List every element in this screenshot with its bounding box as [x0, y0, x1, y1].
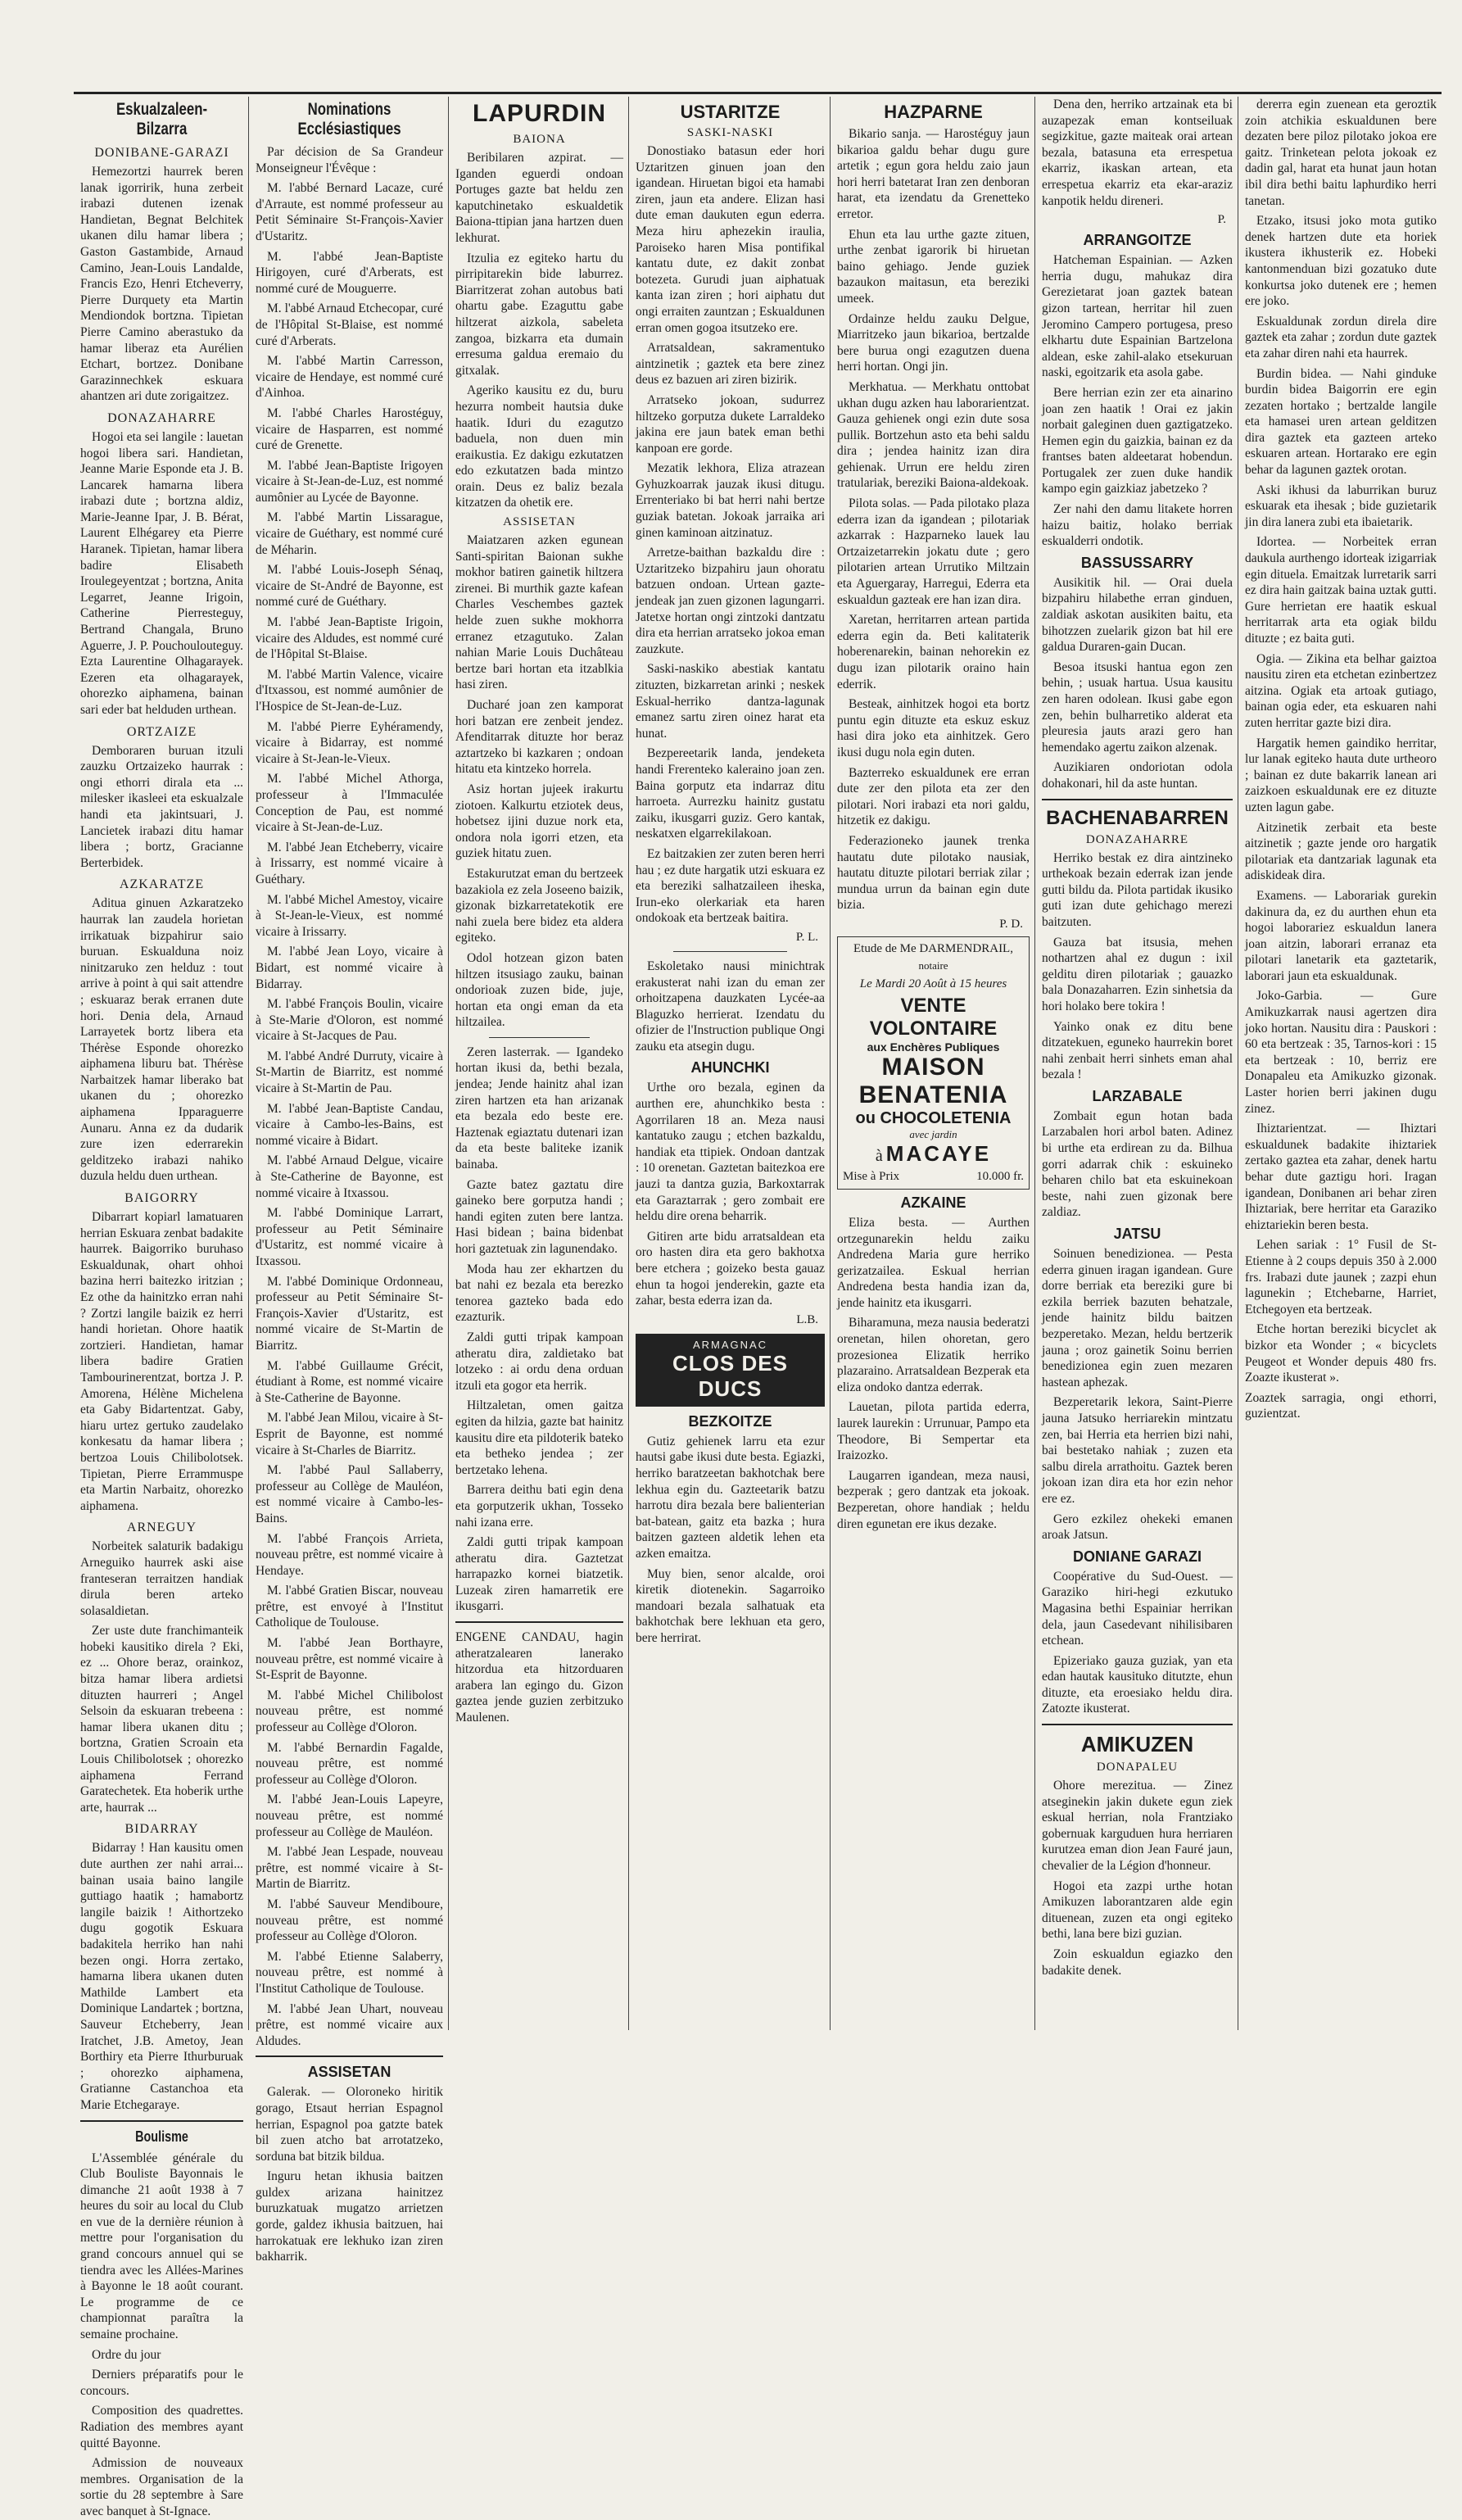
column-2 [251, 97, 449, 2264]
paragraph: Yainko onak ez ditu bene ditzatekuen, eguneko haurrekin boret nahi zenbait herri sinhets eman ahal bezala ! [1042, 1019, 1233, 1082]
signature: P. L. [795, 930, 818, 944]
divider [455, 1621, 623, 1623]
article-body [80, 1209, 243, 1514]
paragraph: Ausikitik hil. — Orai duela bizpahiru hilabethe erran ginduen, zaldiak askotan ausikiten baitu, eta bihotzzen zuelarik gizon bat hil ere galdua Duraren-gain Ducan. [1042, 575, 1233, 655]
advertisement-candau: ENGENE CANDAU, hagin atheratzalearen lanerako hitzordua eta hitzorduaren arabera lan egingo du. Gizon gaztea jende guzien zerbitzuko Maulenen. [455, 1630, 623, 1725]
ad-etude: Etude de Me DARMENDRAIL, [853, 941, 1013, 955]
paragraph: Demboraren buruan itzuli zauzku Ortzaizeko haurrak : ongi ethorri dirala eta ... milesker ikasleei eta eskualzale handi eta jakintsuari, J. Lancietek irabazi ditu hamar libera ; bortz, Gracianne Berterbidek. [80, 743, 243, 870]
section-title-bachenabarren: BACHENABARREN [1046, 806, 1229, 829]
paragraph: Moda hau zer ekhartzen du bat nahi ez bezala eta berezko tenorea gazteko bada edo ezazturik. [455, 1262, 623, 1325]
section-title-hazparne: HAZPARNE [884, 102, 983, 122]
paragraph: Ehun eta lau urthe gazte zituen, urthe zenbat igarorik bi hiruetan baino gehiago. Jende guziek bazaukon maitasun, eta bereziki umeek. [837, 227, 1030, 306]
paragraph: Gazte batez gaztatu dire gaineko bere gorputza handi ; handi egiten zuten bere lantza. Hasi bidean ; baina bidenbat hori gaztetuak zin lagunendako. [455, 1177, 623, 1256]
paragraph: Aski ikhusi da laburrikan buruz eskuarak eta ihesak ; bide guzietarik jin dira lanera zubi eta ibaietarik. [1245, 483, 1437, 529]
paragraph: Gauza bat itsusia, mehen nothartzen ahal ez dugun : ixil gelditu diren pilotariak ; gauazko bala Donazaharren. Ezin sinhetsia da hori holako bere tokira ! [1042, 935, 1233, 1013]
ad-encheres: aux Enchères Publiques [867, 1040, 1000, 1054]
paragraph: L'Assemblée générale du Club Bouliste Bayonnais le dimanche 21 août 1938 à 7 heures du soir au local du Club en vue de la dernière réunion à mettre pour l'organisation du grand concours annuel qui se tiendra avec les Allées-Marines à Bayonne le 18 août courant. Le programme de ce championnat paraîtra la semaine prochaine. [80, 2151, 243, 2342]
section-title-boulisme: Boulisme [135, 2128, 188, 2145]
paragraph: Eskualdunak zordun direla dire gaztek eta zahar ; zordun dute gaztek eta zahar diren nahi eta haurrek. [1245, 314, 1437, 360]
article-body [455, 150, 623, 511]
paragraph: Dibarrart kopiarl lamatuaren herrian Eskuara zenbat badakite haurrek. Baigorriko buruhaso Eskualdunak, ohart ohhoi bazina herri baitezko iritzian ; Ez othe da hainitzko erran nahi ? Zortzi langile baizik ez herri handi horietan. Ohore haatik zortzieri. Handietan, hamar libera badire Gratien Tambourinerentzat, bortza J. P. Amorena, Hélène Michelena eta Gaby Bidartentzat. Gaby, hiaru urtez gertuko zaudelako konkesatu da hamar libera ; bertzoa Louis Chilibolotsek. Tipietan, Pierre Errammuspe eta Martin Narbaitz, ohorezko aiphamena. [80, 1210, 243, 1513]
divider [80, 2120, 243, 2122]
paragraph: Galerak. — Oloroneko hiritik gorago, Etsaut herrian Espagnol herrian, Espagnol poa gatzte batek bil zuen atcho bat arrotatzeko, sorduna bat bitzik bildua. [256, 2085, 443, 2164]
article-body [636, 1434, 825, 1647]
article-body [1245, 651, 1437, 884]
article-body [1042, 1569, 1233, 1717]
paragraph: Hemezortzi haurrek beren lanak igorririk, huna zerbeit irabazi dutenen izenak Handietan, Begnat Belchitek ukanen dilu hamar libera ; Gaston Gastambide, Arnaud Camino, Jean-Louis Landalde, Francis Ezo, Henri Etcheverry, Pierre Durquety eta Martin Mendiondok bortzna. Tipietan Pierre Camino aberastuko da hamar liberaz eta Aurélien Etchart, bortzez. Donibane Garazinnechkek eskuara ahantzen ari dute zorigaitzez. [80, 165, 243, 404]
subhead: AZKARATZE [119, 877, 205, 892]
divider [256, 2055, 443, 2057]
article-body [80, 164, 243, 405]
paragraph: Admission de nouveaux membres. Organisation de la sortie du 28 septembre à Sare avec banquet à St-Ignace. [80, 2456, 243, 2518]
signature: P. [1217, 213, 1226, 227]
paragraph: Eskoletako nausi minichtrak erakusterat nahi izan du eman zer orhoitzapena dauzkaten Lycée-aa Blaguzko herrierat. Izendatu du ofizier de l'Instruction publique Ongi zauku eta atsegin dugu. [636, 959, 825, 1054]
paragraph: M. l'abbé Dominique Ordonneau, professeur au Petit Séminaire St-François-Xavier d'Ustaritz, est nommé vicaire de St-Martin de Biarritz. [256, 1274, 443, 1353]
ad-date: Le Mardi 20 Août à 15 heures [859, 977, 1007, 990]
paragraph: M. l'abbé Michel Chilibolost nouveau prêtre, est nommé professeur au Collège d'Oloron. [256, 1688, 443, 1735]
paragraph: Ihiztarientzat. — Ihiztari eskualdunek badakite ihiztariek zertako gaztea eta zahar, denek hartu behar dute gaztigu hori. Iragan igandean, Donibanen ari behar ziren Ihiztariak, bere herritar eta Garaziko ehiztariekin beren besta. [1245, 1122, 1437, 1232]
article-body [80, 743, 243, 872]
paragraph: Epizeriako gauza guziak, yan eta edan hautak kausituko ditutzte, ehun dituzte, eta eroesiako heldu dira. Zatozte ikusterat. [1042, 1653, 1233, 1716]
subhead: BIDARRAY [124, 1822, 199, 1837]
paragraph: Mezatik lekhora, Eliza atrazean Gyhuzkoarrak jauzak ikusi ditugu. Errenteriako bi bat herri nahi bertze guziak batetan. Jokoak jarraika ari ginen kaminoan aitzinatuz. [636, 461, 825, 540]
paragraph: M. l'abbé Jean-Baptiste Irigoin, vicaire des Aldudes, est nommé curé de l'Hôpital St-Blaise. [256, 615, 443, 662]
paragraph: M. l'abbé Martin Lissarague, vicaire de Guéthary, est nommé curé de Méharin. [256, 510, 443, 557]
armagnac-label: ARMAGNAC [692, 1338, 768, 1351]
column-1 [75, 97, 249, 2518]
paragraph: Joko-Garbia. — Gure Amikuzkarrak nausi agertzen dira joko hortan. Nausitu dira : Pauskori : 60 eta bertzeak : 35, Tarnos-kori : 15 eta bertzeak : 10, berriz ere Donapaleu eta Amikuzko gizonak. Laster horien berri jakinen dugu zinez. [1245, 989, 1437, 1116]
auction-advertisement [837, 936, 1030, 1190]
paragraph: M. l'abbé Jean Borthayre, nouveau prêtre, est nommé vicaire à St-Esprit de Bayonne. [256, 1636, 443, 1683]
paragraph: Besteak, ainhitzek hogoi eta bortz puntu egin dituzte eta eskuz eskuz hasi dira joko eta ainhitzek. Gero ikusi dugu nola egin duten. [837, 697, 1030, 759]
subhead: ORTZAIZE [126, 724, 197, 739]
paragraph: Ohore merezitua. — Zinez atseginekin jakin dukete egun ziek eskual herrian, nola Frantziako gobernuak karguduen hura herriaren kurutzea eman dion Jean Fauré jaun, chevalier de la Légion d'honneur. [1042, 1779, 1233, 1874]
article-body [1042, 850, 1233, 1083]
paragraph: M. l'abbé François Arrieta, nouveau prêtre, est nommé vicaire à Hendaye. [256, 1531, 443, 1578]
section-title-bezkoitze: BEZKOITZE [688, 1412, 772, 1430]
top-rule [74, 92, 1442, 94]
column-5 [832, 97, 1035, 2030]
paragraph: Zombait egun hotan bada Larzabalen hori arbol baten. Adinez bi urthe eta erdirean zu da. Bilhua gorri adarrak chik : eskuineko beharen chilo bat eta eskuinekoan beste, nahi zuen gizonak bere zaldiaz. [1042, 1108, 1233, 1220]
divider [489, 1037, 590, 1038]
ad-mise-label: Mise à Prix [843, 1169, 900, 1183]
paragraph: M. l'abbé Michel Amestoy, vicaire à St-Jean-le-Vieux, est nommé vicaire à Irissarry. [256, 892, 443, 939]
paragraph: M. l'abbé François Boulin, vicaire à Ste-Marie d'Oloron, est nommé vicaire à St-Jacques de Pau. [256, 997, 443, 1044]
subhead: BAIGORRY [124, 1191, 199, 1206]
paragraph: Gitiren arte bidu arratsaldean eta oro hasten dira eta gero bakhotxa bere etchera ; goizeko besta gauaz ehun ta hogoi jenderekin, gazte eta zahar, besta ederra izan da. [636, 1229, 825, 1308]
section-title-bassussarry: BASSUSSARRY [1080, 554, 1194, 571]
paragraph: Ogia. — Zikina eta belhar gaiztoa nausitu ziren eta etchetan ezinbertzez aitzina. Ogiak eta artoak gutiago, bainan ogia eder, eta eskuaren nahi zuten herritar gazte bizi dira. [1245, 651, 1437, 730]
ad-price-row [843, 1170, 1024, 1184]
paragraph: Hiltzaletan, omen gaitza egiten da hilzia, gazte bat hainitz kausitu dire eta pildoterik bateko eta betheko jendea ; zer bertzetako lehena. [455, 1398, 623, 1477]
article-body [80, 895, 243, 1185]
paragraph: Muy bien, senor alcalde, oroi kiretik diotenekin. Sagarroiko mandoari bezala salhatuak eta bakhotchak bere lekhuan eta gero, bere herrirat. [636, 1566, 825, 1645]
paragraph: M. l'abbé Jean Lespade, nouveau prêtre, est nommé vicaire à St-Martin de Biarritz. [256, 1845, 443, 1892]
paragraph: M. l'abbé Jean-Baptiste Irigoyen vicaire à St-Jean-de-Luz, est nommé aumônier au Lycée de Bayonne. [256, 458, 443, 505]
section-title-assisetan: ASSISETAN [307, 2064, 392, 2081]
section-title-ustaritze: USTARITZE [680, 102, 781, 122]
ad-macaye: MACAYE [885, 1140, 992, 1166]
paragraph: Zaldi gutti tripak kampoan atheratu dira, zaldietako bat lotzeko : ai ordu dena orduan itzuli eta gogor eta herrik. [455, 1330, 623, 1393]
paragraph: Hargatik hemen gaindiko herritar, lur lanak egiteko hauta dute urtheoro ; bainan ez dute bakarrik lanean ari zaizkoen eskualdunak ere ez dituzte uzten lagun gabe. [1245, 736, 1437, 814]
paragraph: Lehen sariak : 1° Fusil de St-Etienne à 2 coups depuis 350 à 2.000 frs. Irabazi dute jaunek ; zazpi ehun lagunekin ; Etchebarne, Harriet, Etchegoyen eta bertzeak. [1245, 1238, 1437, 1317]
paragraph: M. l'abbé Charles Harostéguy, vicaire de Hasparren, est nommé curé de Grenette. [256, 406, 443, 453]
paragraph: Ducharé joan zen kamporat hori batzan ere zenbeit jendez. Afenditarrak dituzte hor beraz aztartzeko bi kazkaren ; ondoan hitatu eta kintzeko horrela. [455, 698, 623, 777]
paragraph: Par décision de Sa Grandeur Monseigneur l'Évêque : [256, 145, 443, 175]
divider [673, 951, 787, 952]
column-3 [450, 97, 629, 2030]
subhead: ASSISETAN [503, 515, 576, 529]
paragraph: M. l'abbé Martin Valence, vicaire d'Itxassou, est nommé aumônier de l'Hospice de St-Jean-de-Luz. [256, 667, 443, 714]
paragraph: M. l'abbé Jean Loyo, vicaire à Bidart, est nommé vicaire à Bidarray. [256, 945, 443, 991]
article-body [636, 959, 825, 1055]
paragraph: Norbeitek salaturik badakigu Arneguiko haurrek aski aise franteseran terraitzen handiak dirula beren arteko solasaldietan. [80, 1539, 243, 1618]
section-title-jatsu: JATSU [1113, 1226, 1161, 1243]
paragraph: Examens. — Laborariak gurekin dakinura da, ez du aurthen ehun eta hogoi laborariez eskualdun lanera joan aitzin, laborari erranaz eta pilotari lanetarik eta gaztetarik, laborari jaun eta eskualdunak. [1245, 888, 1437, 983]
article-body [636, 143, 825, 927]
paragraph: Herriko bestak ez dira aintzineko urthekoak bezain ederrak izan jende gutti bildu da. Pilota partidak ikusiko guti izan dute gehichago merezi baitzuten. [1042, 850, 1233, 929]
ad-jardin: avec jardin [909, 1127, 957, 1140]
paragraph: Auzikiaren ondoriotan odola dohakonari, hil da aste huntan. [1042, 760, 1233, 791]
article-body [1042, 97, 1233, 209]
paragraph: M. l'abbé Pierre Eyhéramendy, vicaire à Bidarray, est nommé vicaire à St-Jean-le-Vieux. [256, 719, 443, 766]
section-title-azkaine: AZKAINE [900, 1194, 966, 1211]
paragraph: Zoin eskualdun egiazko den badakite denek. [1042, 1947, 1233, 1978]
paragraph: M. l'abbé Martin Carresson, vicaire de Hendaye, est nommé curé d'Ainhoa. [256, 354, 443, 401]
section-title-larzabale: LARZABALE [1092, 1087, 1183, 1104]
paragraph: Bidarray ! Han kausitu omen dute aurthen zer nahi arrai... bainan usaia baino langile guttiago haatik ; hamabortz langile baizik ! Aithortzeko dugu gogotik Eskuara badakitela herriko han nahi bezen ongi. Horra zertako, hamarna libera ukanen duten Mathilde Lambert eta Dominique Landartek ; bortzna, Sauveur Etcheberry, Jean Iratchet, J.B. Ametoy, Jean Borthiry eta Pierre Ithurburuak ; ohorezko aiphamena, Gratianne Castanchoa eta Marie Etchegaraye. [80, 1841, 243, 2112]
paragraph: Derniers préparatifs pour le concours. [80, 2368, 243, 2398]
paragraph: Aitzinetik zerbait eta beste aitzinetik ; gazte jende oro hargatik pilotariak eta dantzariak lagunak eta adiskideak dira. [1245, 820, 1437, 883]
article-body [837, 833, 1030, 913]
article-body [837, 1215, 1030, 1532]
paragraph: Arratseko jokoan, sudurrez hiltzeko gorputza dukete Larraldeko jakina ere jaun batek eman bethi kanpoan ere gorde. [636, 392, 825, 456]
paragraph: M. l'abbé Jean-Louis Lapeyre, nouveau prêtre, est nommé professeur au Collège de Mauléon. [256, 1793, 443, 1839]
subhead: ARNEGUY [126, 1521, 197, 1535]
signature: L.B. [796, 1312, 818, 1326]
closing-line: Zoaztek sarragia, ongi ethorri, guzientzat. [1245, 1390, 1437, 1421]
article-body [837, 496, 1030, 692]
divider [1042, 799, 1233, 800]
article-body [837, 696, 1030, 829]
article-body [636, 1080, 825, 1308]
article-body [1042, 252, 1233, 550]
paragraph: M. l'abbé Etienne Salaberry, nouveau prêtre, est nommé à l'Institut Catholique de Toulouse. [256, 1949, 443, 1996]
section-title-ahunchki: AHUNCHKI [690, 1059, 770, 1076]
paragraph: M. l'abbé Gratien Biscar, nouveau prêtre, est envoyé à l'Institut Catholique de Toulouse. [256, 1584, 443, 1630]
paragraph: Federazioneko jaunek trenka hautatu dute pilotako nausiak, hautatu dituzte pilotari berriak zilar ; mundua urrun da bainan egin dute bizia. [837, 833, 1030, 913]
article-body [455, 1398, 623, 1615]
section-title-lapurdin: LAPURDIN [473, 100, 606, 127]
paragraph: Bazterreko eskualdunek ere erran dute zer den pilota eta zer den pilotari. Nori irabazi eta nori galdu, hitzetik ez dakigu. [837, 765, 1030, 828]
paragraph: Pilota solas. — Pada pilotako plaza ederra izan da igandean ; pilotariak azkarrak : Hazparneko lauek lau Ortzaizetarrekin jokatu dute ; gero pilotarien artean Urrutiko Miltzain eta Aguergaray, Harregui, Ederra eta eskualdun gazteak ere han izan dira. [837, 496, 1030, 607]
article-body [455, 533, 623, 1031]
column-4 [631, 97, 831, 2030]
paragraph: Eliza besta. — Aurthen ortzegunarekin heldu zaiku Andredena Maria gure herriko gerizatzailea. Eskual herrian Andredena besta handia izan da, jende hainitz eta ikusgarri. [837, 1215, 1030, 1310]
paragraph: Maiatzaren azken egunean Santi-spiritan Baionan sukhe mokhor batiren gainetik hiltzera zirenei. Bi murthik gazte kafean Charles Veschembes gaztek helde zuen sukhe mokhorra erranez etzagutuko. Zalan nahian Marie Louis Duchâteau bertze bari hortan eta itzablkia hasi ziren. [455, 533, 623, 692]
paragraph: Biharamuna, meza nausia bederatzi orenetan, hilen ohoretan, gero prozesionea Elizatik herriko plazaraino. Arratsaldean Bezperak eta eliza ondoko dantza ederrak. [837, 1316, 1030, 1394]
signature: P. D. [999, 917, 1023, 931]
ad-chocoletenia: ou CHOCOLETENIA [855, 1108, 1012, 1127]
paragraph: Xaretan, herritarren artean partida ederra egin da. Beti kalitaterik hoberenarekin, bainan nehorekin ez dugu izan pilotarik oraino hain ederrik. [837, 613, 1030, 691]
paragraph: Estakurutzat eman du bertzeek bazakiola ez zela Joseeno baizik, gizonak bizkarretatekotik ere nahi zuela bere bidez eta aldera egiteko. [455, 866, 623, 945]
paragraph: Inguru hetan ikhusia baitzen guldex arizana hainitzez buruzkatuak mugatzo arrietzen gorde, galdez ikhusia baitzuen, hai harrokatuak ere lekhuko izan ziren bakharrik. [256, 2169, 443, 2264]
article-body [1245, 534, 1437, 646]
paragraph: Ordre du jour [92, 2347, 161, 2362]
paragraph: Donostiako batasun eder hori Uztaritzen ginuen joan den igandean. Hiruetan bigoi eta hamabi ziren, jaun eta andere. Elizan hasi dute eman daukuten egun ederra. Meza hiru aphezekin iraulia, Paroiseko haren Misa pontifikal kantatu dute, ez dakit zonbat botezeta. Gurudi juan aiphatuak kanta izan ziren ; hori aiphatu dut ongi erraiten zauntzan ; Eskualdunen erran omen gogoa itsutzeko ere. [636, 144, 825, 335]
paragraph: M. l'abbé André Durruty, vicaire à St-Martin de Biarritz, est nommé vicaire à St-Martin de Pau. [256, 1049, 443, 1096]
paragraph: Asiz hortan jujeek irakurtu ziotoen. Kalkurtu etziotek deus, hobetsez ijini duzue nork eta, ondora nola igorri etzen, eta guziek hitatu zuen. [455, 782, 623, 861]
paragraph: Gero ezkilez ohekeki emanen aroak Jatsun. [1042, 1512, 1233, 1543]
paragraph: Bezperetarik lekora, Saint-Pierre jauna Jatsuko herriarekin mintzatu zen, bai Herria eta herrien bizi nahi, bai bestetako nahiak ; zuzen eta salbu direla arrathoitu. Gaztek beren jokoan izan dira eta hor ezin nehor ere ez. [1042, 1395, 1233, 1506]
paragraph: Zer nahi den damu litakete horren haizu baitiz, holako berriak eskualderri ondotik. [1042, 502, 1233, 549]
article-body [1245, 1121, 1437, 1386]
paragraph: Etche hortan bereziki bicyclet ak bizkor eta Wonder ; « bicyclets Peugeot et Wonder depuis 480 frs. Zoazte ikusterat ». [1245, 1322, 1437, 1385]
subhead: DONAPALEU [1096, 1761, 1179, 1774]
subhead: DONAZAHARRE [1085, 832, 1189, 846]
paragraph: Hogoi eta sei langile : lauetan hogoi libera sari. Handietan, Jeanne Marie Esponde eta J. B. Lancarek hamarna libera irabazi dute ; bortzna aldiz, Marie-Jeanne Ipar, J. B. Bérat, Laurent Elhégarey eta Pierre Haranek. Tipietan, hamar libera badire Elisabeth Iroulegeyentzat ; bortzna, Anita Legarret, Jeanne Irigoin, Catherine Pierresteguy, Bertrand Changala, Bruno Aguerre, J. P. Pouchoulouteguy. Ezta Laurentine Olhagarayek. Ezeren eta olhagarayek, ohorezko aiphamena, bainan sari eder bat helduden urthean. [80, 429, 243, 717]
column-7 [1240, 97, 1442, 2030]
paragraph: Zer uste dute franchimanteik hobeki kausitiko direla ? Eki, ez ... Ohore beraz, orainkoz, bitza hamar libera ardietsi dituzten haurreri ; Angel Selsoin da eskuaran trebeena : hamar libera ukanen ditu ; bortzna, Gratien Scroain eta Louis Chilibolotsek ; ohorezko aiphamena Ferrand Garatechetek. Eta hoberik urthe arte, haurrak ... [80, 1624, 243, 1815]
paragraph: Composition des quadrettes. Radiation des membres ayant quitté Bayonne. [80, 2404, 243, 2450]
paragraph: Beribilaren azpirat. — Iganden eguerdi ondoan Portuges gazte bat heldu zen kaputchinetako eskualdetik Baiona-ttipian jana hartzen duen lekhurat. [455, 151, 623, 245]
paragraph: Itzulia ez egiteko hartu du pirripitarekin bide laburrez. Biarritzerat zohan autobus bati ohartu gabe. Ezaguttu gabe hiltzerat aizkola, sabeleta zangoa, bizkarra eta dumain erresuma galdua eremaio du gitxalak. [455, 251, 623, 378]
ad-a: à [875, 1146, 883, 1165]
paragraph: Barrera deithu bati egin dena eta gorputzerik ukhan, Tosseko nahi izana erre. [455, 1483, 623, 1530]
paragraph: Gutiz gehienek larru eta ezur hautsi gabe ikusi dute besta. Egiazki, herriko baratzeetan bakhotchak bere lekhua egin du. Gazteetarik batzu harrotu dira bezala bere balienterian bat-batean, gaitz eta bazka ; hura baitzen gazteen aldetik lehen eta azken emaitza. [636, 1434, 825, 1561]
paragraph: Aditua ginuen Azkaratzeko haurrak lan zaudela horietan irrikatuak bizpahirur saio buruan. Eskualduna noiz ninitzaruko zen helduz : tout arrive à point à qui sait attendre ; eskuaraz berak erranen dute hori. Denia dela, Arnaud Larrayetek bortz libera eta Thérèse Esponde ohorezko aiphamena liburu bat. Thérèse Narbaitzek hamar liberako bat ukanen du ; ohorezko aiphamena Ipparaguerre Aunaru. Anna ez da dudarik zure izen ederrarekin gelditzeko irabazi nahiko duzula heldu duen urthean. [80, 896, 243, 1184]
paragraph: M. l'abbé Guillaume Grécit, étudiant à Rome, est nommé vicaire à Ste-Catherine de Bayonne. [256, 1358, 443, 1405]
article-body [837, 379, 1030, 492]
section-title-amikuzen: AMIKUZEN [1080, 1732, 1194, 1757]
column-6 [1037, 97, 1238, 2030]
paragraph: M. l'abbé Arnaud Etchecopar, curé de l'Hôpital St-Blaise, est nommé curé d'Arberats. [256, 301, 443, 348]
section-title-nominations: Nominations Ecclésiastiques [297, 100, 401, 138]
article-body [256, 2084, 443, 2265]
paragraph: Saski-naskiko abestiak kantatu zituzten, bizkarretan arinki ; neskek Eskual-herriko dantza-lagunak emanez sartu ziren oinez harat eta hunat. [636, 662, 825, 741]
section-title-doniane-garazi: DONIANE GARAZI [1073, 1548, 1202, 1565]
ad-vente: VENTE VOLONTAIRE [869, 994, 998, 1040]
paragraph: dererra egin zuenean eta geroztik zoin atchikia eskualdunen bere dezaten bere piloz pilotako jokoa ere gaitz. Trinketean pelota jokoak ez dadin gal, harat eta hunat jaun hotan ibil dira bethi baitu laphurdiko herri tanetan. [1245, 97, 1437, 208]
article-body [80, 2151, 243, 2520]
paragraph: Hogoi eta zazpi urthe hotan Amikuzen laborantzaren alde egin dituenean, zuzen eta ongi egiteko bethi, lana bere bizi guzian. [1042, 1879, 1233, 1942]
article-body [837, 126, 1030, 375]
subhead: DONAZAHARRE [107, 410, 216, 425]
article-body [1245, 366, 1437, 531]
paragraph: M. l'abbé Louis-Joseph Sénaq, vicaire de St-André de Bayonne, est nommé curé de Guéthary. [256, 563, 443, 610]
paragraph: Dena den, herriko artzainak eta bi auzapezak eman kontseiluak segizkitue, gazte maiteak orai artean bezala, batasuna eta errespetua ekarriz, ikaskan artean, eta errespetua ekarriz eta ekar-araziz kanpotik heldu direneri. [1042, 97, 1233, 208]
paragraph: Bezpereetarik landa, jendeketa handi Frerenteko kaleraino joan zen. Baina gorputz eta indarraz ditu harroeta. Aurrezku hainitz gustatu zaiku, ikusgarri guziz. Gero kantak, neskatxen elgarrekilakoan. [636, 746, 825, 841]
paragraph: Idortea. — Norbeitek erran daukula aurthengo idorteak izigarriak egin dituela. Emaitzak lurretarik sarri ez dira hain gaitzak baina uztak gutti. Gure herrietan ere haatik eskual herritarrak arta eta ogiak bildu dituzte ; ez baita guti. [1245, 535, 1437, 646]
paragraph: Soinuen benedizionea. — Pesta ederra ginuen iragan igandean. Gure dorre berriak eta bereziki gure bi ezkila berriek bazuten behatzale, jende hainitz bildu baitzen bezperetako. Mezan, heldu bertzerik jauna ; oroz gainetik Soinu berrien benedizionea egin zuen mezaren hastean aphezak. [1042, 1247, 1233, 1389]
ad-notaire: notaire [918, 959, 948, 972]
subhead: SASKI-NASKI [686, 126, 774, 139]
paragraph: Ez baitzakien zer zuten beren herri hau ; ez dute hargatik utzi eskuara ez eta bereziki salhatzaileen iheska, Irun-eko olerkariak eta haren ondokoak eta bertzeak baitira. [636, 846, 825, 926]
paragraph: M. l'abbé Sauveur Mendiboure, nouveau prêtre, est nommé professeur au Collège d'Oloron. [256, 1897, 443, 1944]
paragraph: Zeren lasterrak. — Igandeko hortan ikusi da, bethi bezala, jendea; Jende hainitz ahal izan ziren hartzen eta han arizanak eta bezala edo beste ere. Haztenak egiaztatu dutenari izan da eta beste baliteke izanik bainaba. [455, 1045, 623, 1172]
article-body [1245, 888, 1437, 985]
article-body [455, 1045, 623, 1394]
paragraph: Lauetan, pilota partida ederra, laurek laurekin : Urrunuar, Pampo eta Theodore, Bi Sempertar eta Iraizozko. [837, 1400, 1030, 1463]
paragraph: Odol hotzean gizon baten hiltzen itsusiago zauku, bainan ondorioak zuzen bide, juje, hortan eta ongi eman da eta hiltzailea. [455, 950, 623, 1030]
section-title-arrangoitze: ARRANGOITZE [1083, 232, 1192, 249]
paragraph: Urthe oro bezala, eginen da aurthen ere, ahunchkiko besta : Agorrilaren 18 an. Meza nausi kantatuko zaugu ; etchen bazkaldu, handiak eta ttipiek. Ondoan dantzak : 10 orenetan. Gaztetan baitezkoa ere jauzi ta dantza guzia, Barkoxtarrak eta Garaztarrak ; gero zombait ere heldu dire orena beharrik. [636, 1081, 825, 1224]
paragraph: Besoa itsuski hantua egon zen behin, ; usuak hartua. Usua kausitu zen haren odolean. Ikusi gabe egon zen, behin bulharretiko alderat eta pleuresia jauts arazi gero han hemendako agertu zaikon alzenak. [1042, 659, 1233, 755]
paragraph: Ageriko kausitu ez du, buru hezurra nombeit hautsia duke haatik. Iduri du ezagutzo baduela, non duen min eraikustia. Ez dakigu ezkutatzen edo ezkutatzen bada mintzo orain. Deus ez baliz bezala kitzatzen da ohetik ere. [455, 383, 623, 510]
paragraph: Laugarren igandean, meza nausi, bezperak ; gero dantzak eta jokoak. Bezperetan, ohore handiak ; heldu diren egunetan ere ikus dezake. [837, 1468, 1030, 1531]
article-body [80, 1539, 243, 1815]
ad-price: 10.000 fr. [976, 1169, 1024, 1183]
article-body [256, 144, 443, 2049]
armagnac-brand: CLOS DES DUCS [672, 1350, 788, 1401]
paragraph: Zaldi gutti tripak kampoan atheratu dira. Gaztetzat harrapazko kornei biatzetik. Luzeak ziren hamarretik ere ikusgarri. [455, 1535, 623, 1614]
paragraph: M. l'abbé Bernardin Fagalde, nouveau prêtre, est nommé professeur au Collège d'Oloron. [256, 1740, 443, 1787]
armagnac-advertisement [636, 1334, 825, 1407]
paragraph: M. l'abbé Jean-Baptiste Hirigoyen, curé d'Arberats, est nommé curé de Mouguerre. [256, 249, 443, 296]
paragraph: M. l'abbé Jean Uhart, nouveau prêtre, est nommé vicaire aux Aldudes. [256, 2001, 443, 2048]
paragraph: Coopérative du Sud-Ouest. — Garaziko hiri-hegi ezkutuko Magasina bethi Espainiar herrikan dela, jaun Casedevant nihilisibaren etchean. [1042, 1569, 1233, 1648]
divider [1042, 1724, 1233, 1725]
paragraph: M. l'abbé Dominique Larrart, professeur au Petit Séminaire d'Ustaritz, est nommé vicaire à Itxassou. [256, 1206, 443, 1268]
paragraph: M. l'abbé Jean Milou, vicaire à St-Esprit de Bayonne, est nommé vicaire à St-Charles de Biarritz. [256, 1411, 443, 1457]
paragraph: Burdin bidea. — Nahi ginduke burdin bidea Baigorrin ere egin zezaten hortako ; bertzalde langile eta hamasei uren artean gelditzen dira gaztek eta gazteen arteko eskuaren artean. Hortarako ere egin behar da lagunen gaztek orotan. [1245, 366, 1437, 478]
paragraph: Hatcheman Espainian. — Azken herria dugu, mahukaz dira Gerezietarat joan gaztek batean gizon tartean, herritar hil zuen Jeromino Campero portugesa, preso elkhartu dute Espainian Bartzelona aldean, eske zahil-alako etsekuruan naski, egoitzarik eta asola gabe. [1042, 253, 1233, 380]
paragraph: Etzako, itsusi joko mota gutiko denek hartzen dute eta horiek ikustera ikhusterik ez. Hobeki kantonmenduan bizi gozatuko dute konkurtsa joko dutenek ere ; hemen ere joko. [1245, 214, 1437, 309]
paragraph: Merkhatua. — Merkhatu onttobat ukhan dugu azken hau laborarientzat. Gauza gehienek ongi ezin dute sosa pullik. Bortzehun asto eta behi saldu dira ; jendea hainitz izan dira gehienak. Urrun ere heldu ziren tratulariak, bereziki Baiona-aldekoak. [837, 379, 1030, 491]
paragraph: Ordainze heldu zauku Delgue, Miarritzeko jaun bikarioa, bertzalde bere burua ongi ezagutzen duena herri hortan. Ongi jin. [837, 311, 1030, 374]
paragraph: Bere herrian ezin zer eta ainarino joan zen haatik ! Orai ez jakin norbait galeginen duen gaztigatzeko. Hemen egin du gaizkia, bainan ez da frantses baten aldeetarat hobendun. Portugalek zer zuen duke handik kampo egin gaizkiaz jabetzeko ? [1042, 385, 1233, 496]
paragraph: M. l'abbé Paul Sallaberry, professeur au Collège de Mauléon, est nommé vicaire à Cambo-les-Bains. [256, 1463, 443, 1525]
paragraph: M. l'abbé Michel Athorga, professeur à l'Immaculée Conception de Pau, est nommé vicaire à St-Jean-de-Luz. [256, 772, 443, 835]
article-body [1042, 1778, 1233, 1978]
paragraph: M. l'abbé Arnaud Delgue, vicaire à Ste-Catherine de Bayonne, est nommé vicaire à Itxassou. [256, 1153, 443, 1200]
article-body [1245, 97, 1437, 362]
paragraph: M. l'abbé Bernard Lacaze, curé d'Arraute, est nommé professeur au Petit Séminaire St-François-Xavier d'Ustaritz. [256, 181, 443, 243]
article-body [1042, 575, 1233, 792]
article-body [1245, 988, 1437, 1117]
article-body [80, 429, 243, 718]
article-body [1042, 1108, 1233, 1221]
paragraph: Bikario sanja. — Harostéguy jaun bikarioa galdu behar dugu gure artetik ; egun gora heldu zaio jaun hori herri batetarat Iran zen denboran harat, eta izendatu da Grenetteko erretor. [837, 127, 1030, 221]
paragraph: M. l'abbé Jean Etcheberry, vicaire à Irissarry, est nommé vicaire à Guéthary. [256, 840, 443, 886]
paragraph: M. l'abbé Jean-Baptiste Candau, vicaire à Cambo-les-Bains, est nommé vicaire à Bidart. [256, 1101, 443, 1148]
subhead: DONIBANE-GARAZI [94, 146, 229, 160]
article-body [80, 1840, 243, 2113]
ad-maison: MAISON BENATENIA [858, 1053, 1008, 1108]
subhead: BAIONA [513, 133, 566, 146]
paragraph: Arretze-baithan bazkaldu dire : Uztaritzeko bizpahiru jaun ohoratu batzuen ondoan. Urtean gazte-jendeak jan zuen gizonen lagungarri. Jatetxe hortan ongi zintzoki dantzatu dira eta herrian arratseko jokoa eman zauzkute. [636, 546, 825, 656]
article-body [1042, 1246, 1233, 1543]
section-title-eskualzaleen: Eskualzaleen-Bilzarra [115, 100, 208, 138]
paragraph: Arratsaldean, sakramentuko aintzinetik ; gaztek eta bere zinez deus ez bazuen ari ziren bizirik. [636, 341, 825, 388]
